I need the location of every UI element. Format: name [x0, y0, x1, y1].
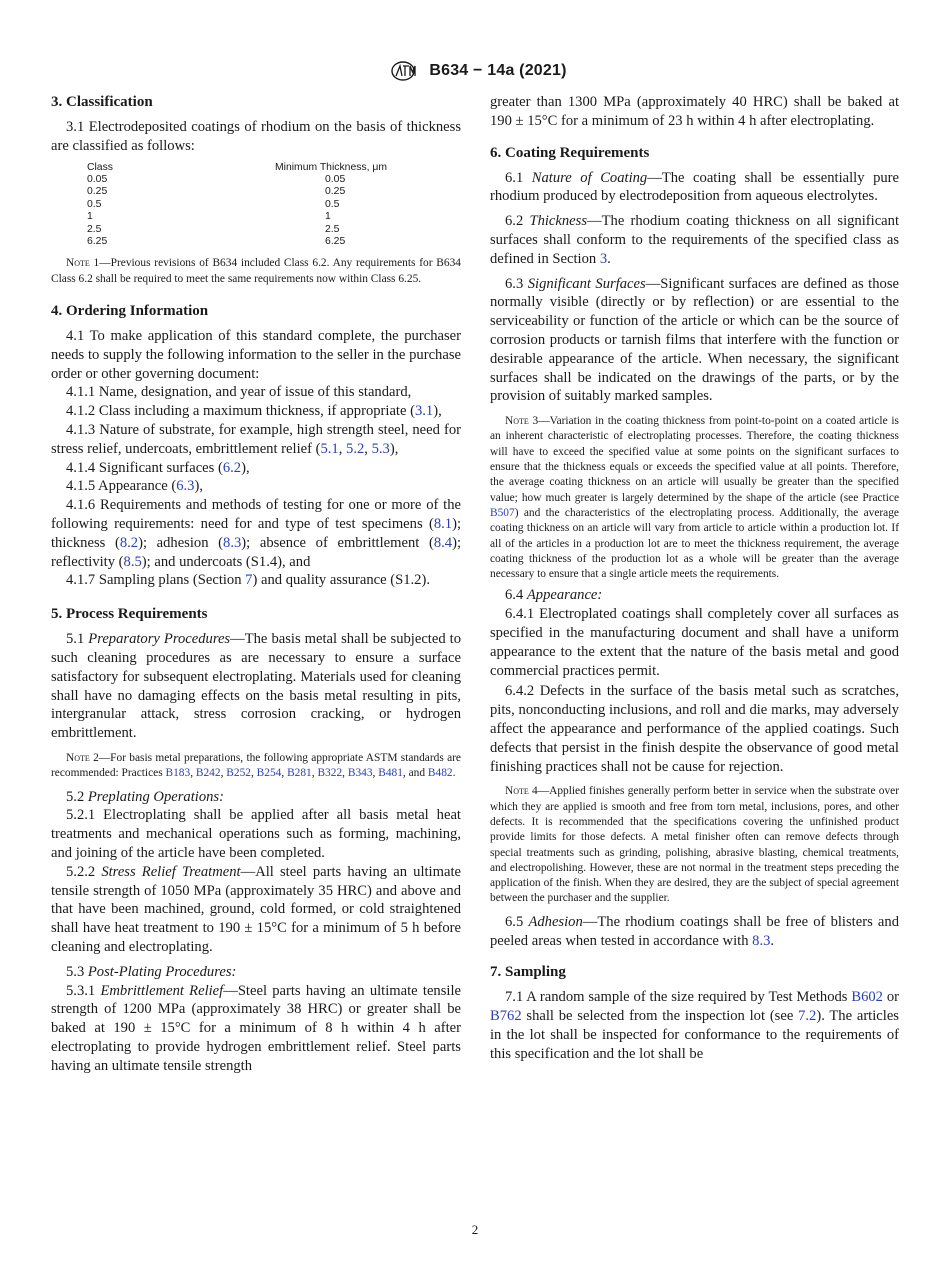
ref-link-section-7[interactable]: 7 — [245, 572, 253, 589]
subsection-title: Thickness — [529, 213, 588, 230]
text: . — [770, 932, 775, 949]
table-cell: 2.5 — [325, 223, 340, 235]
ref-link-5-1[interactable]: 5.1 — [320, 440, 339, 457]
text: ); adhesion ( — [138, 534, 224, 551]
subsection-title: Nature of Coating — [531, 169, 648, 186]
text: ). The articles in the lot shall be inspected for conformance to the requirements of this specification and the lot shall be — [490, 1008, 899, 1062]
para-6-2 — [490, 212, 899, 268]
subsection-title: Preplating Operations: — [87, 788, 224, 805]
text: 4.1.5 Appearance ( — [66, 478, 177, 495]
text: 4.1.2 Class including a maximum thickness, if appropriate ( — [66, 403, 415, 420]
subsection-title: Embrittlement Relief — [100, 982, 224, 999]
para-4-1-1: 4.1.1 Name, designation, and year of issue of this standard, — [66, 384, 412, 401]
text: 6.3 — [505, 275, 528, 292]
ref-link-b481[interactable]: B481 — [378, 767, 403, 780]
text: 6.1 — [505, 169, 532, 186]
table-header-row — [87, 162, 417, 174]
astm-logo-icon — [383, 61, 423, 81]
ref-link-6-2[interactable]: 6.2 — [222, 459, 242, 476]
table-cell: 0.25 — [325, 186, 346, 198]
ref-link-b322[interactable]: B322 — [317, 767, 343, 780]
ref-link-b254[interactable]: B254 — [256, 767, 282, 780]
text: . — [607, 250, 611, 267]
para-6-1 — [490, 169, 899, 207]
ref-link-6-3[interactable]: 6.3 — [176, 478, 195, 495]
ref-link-b507[interactable]: B507 — [490, 506, 515, 519]
ref-link-8-4[interactable]: 8.4 — [433, 534, 453, 551]
text: —For basis metal preparations, the following appropriate ASTM standards are recommended: Practices — [51, 751, 461, 780]
note-1 — [51, 256, 461, 287]
ref-link-b762[interactable]: B762 — [490, 1008, 522, 1025]
text: —The rhodium coating thickness on all significant surfaces shall conform to the requirements of the specified class as defined in Section — [490, 213, 900, 267]
para-5-2 — [51, 788, 461, 807]
table-cell: 0.25 — [87, 186, 108, 198]
note-4 — [490, 784, 899, 906]
note-2: Note 2—For basis metal preparations, the following appropriate ASTM standards are recommended: Practices B183, B242, B252, B254, B281, B322, B343, B481, and B482. — [51, 751, 461, 780]
table-cell: 6.25 — [87, 236, 108, 248]
text: 4.1.4 Significant surfaces ( — [66, 459, 223, 476]
para-4-1-6 — [51, 496, 461, 571]
classification-table — [87, 162, 417, 249]
table-cell: 1 — [87, 211, 93, 223]
text: and — [408, 767, 428, 780]
text: or — [882, 989, 900, 1006]
text: ), — [389, 440, 399, 457]
ref-link-b252[interactable]: B252 — [226, 767, 251, 780]
subsection-title: Preparatory Procedures — [88, 631, 231, 648]
table-header-min-thickness: Minimum Thickness, μm — [275, 161, 388, 173]
section-6-heading: 6. Coating Requirements — [490, 144, 650, 161]
ref-link-8-3[interactable]: 8.3 — [223, 534, 242, 551]
para-4-1: 4.1 To make application of this standard complete, the purchaser needs to supply the following information to the seller in the purchase order or other governing document: — [51, 328, 461, 382]
para-5-3-1-continued: greater than 1300 MPa (approximately 40 HRC) shall be baked at 190 ± 15°C for a minimum of 23 h within 4 h after electroplating. — [490, 94, 899, 129]
text: ) and quality assurance (S1.2). — [252, 572, 430, 589]
text: 5.3.1 — [66, 982, 101, 999]
note-1-label: Note 1 — [66, 257, 100, 270]
subsection-title: Stress Relief Treatment — [101, 863, 241, 880]
ref-link-8-3-b[interactable]: 8.3 — [752, 932, 771, 949]
para-4-1-7 — [51, 571, 461, 590]
ref-link-8-5[interactable]: 8.5 — [123, 553, 142, 570]
text: 5.3 — [66, 963, 88, 980]
subsection-title: Adhesion — [528, 913, 583, 930]
para-4-1-4 — [51, 459, 461, 478]
para-4-1-5 — [51, 477, 461, 496]
para-5-2-2 — [51, 863, 461, 957]
page-number: 2 — [471, 1222, 479, 1237]
section-4-heading: 4. Ordering Information — [51, 303, 209, 320]
text: —The basis metal shall be subjected to such cleaning procedures as are necessary to ensure a surface satisfactory for subsequent electroplating. Materials used for cleaning shall have no damaging effects on the basis metal resulting in pits, intergranular attack, stress corrosion cracking, or hydrogen embrittlement. — [51, 631, 462, 742]
text: 5.2.2 — [66, 863, 102, 880]
table-cell: 0.5 — [325, 198, 340, 210]
ref-link-8-1[interactable]: 8.1 — [433, 516, 453, 532]
ref-link-5-3[interactable]: 5.3 — [371, 440, 390, 457]
para-3-1: 3.1 Electrodeposited coatings of rhodium on the basis of thickness are classified as follows: — [51, 119, 461, 154]
section-5-heading: 5. Process Requirements — [51, 606, 208, 623]
text: ), — [194, 478, 203, 495]
text: —Steel parts having an ultimate tensile strength of 1200 MPa (approximately 38 HRC) or greater shall be baked at 190 ± 15°C for a minimum of 8 h within 4 h after electroplating to provide hydrogen embrittlement relief. Steel parts having an ultimate tensile strength — [51, 982, 461, 1074]
text: ); thickness ( — [51, 516, 461, 551]
standard-designation: B634 − 14a (2021) — [429, 62, 567, 79]
ref-link-b242[interactable]: B242 — [195, 767, 221, 780]
text: 4.1.7 Sampling plans (Section — [66, 572, 246, 589]
note-3 — [490, 414, 899, 582]
para-4-1-2 — [51, 402, 461, 421]
ref-link-5-2[interactable]: 5.2 — [346, 440, 365, 457]
section-7-heading: 7. Sampling — [490, 964, 566, 981]
text: ), — [433, 403, 442, 420]
text: —Variation in the coating thickness from point-to-point on a coated article is an inherent characteristic of electroplating processes. Therefore, the coating thickness will have to exceed the specified value at some points on the significant surfaces to ensure that the thickness equals or exceeds the specified value at all points. Therefore, the average coating thickness on an article will usually be greater than the specified value; how much greater is largely determined by the shape of the article (see Practice — [490, 415, 899, 504]
text: 6.2 — [505, 213, 530, 230]
text: 5.1 — [66, 631, 89, 648]
text: ); reflectivity ( — [51, 534, 462, 570]
para-6-4-2: 6.4.2 Defects in the surface of the basis metal such as scratches, pits, nonconducting inclusions, and roll and die marks, may adversely affect the appearance and performance of the applied coatings. Such defects that persist in the finish despite the observance of good metal finishing practices shall not be cause for rejection. — [490, 683, 899, 775]
table-cell: 2.5 — [87, 223, 102, 235]
text: —Applied finishes generally perform better in service when the substrate over which they are applied is smooth and free from torn metal, inclusions, pores, and other defects. It is recommended that the specifications covering the unfinished product provide limits for those defects. A metal finisher often can remove defects through special treatments such as grinding, polishing, abrasive blasting, chemical treatments, and electropolishing. However, these are not normal in the treatment steps preceding the application of the finish. When they are desired, they are the subject of special agreement between the purchaser and the supplier. — [490, 785, 900, 905]
table-row — [87, 186, 417, 198]
text: 4.1.6 Requirements and methods of testing for one or more of the following requirements: need for and type of test specimens ( — [51, 497, 461, 532]
ref-link-b281[interactable]: B281 — [287, 767, 312, 780]
text: ) and the characteristics of the electroplating process. Additionally, the average coating thickness on an article will vary from article to article within a production lot. If all of the articles in a production lot are to meet the thickness requirement, the average coating thickness of the production lot as a whole will be greater than the average necessary to ensure that a single article meets the requirements. — [490, 506, 899, 581]
note-1-text: —Previous revisions of B634 included Class 6.2. Any requirements for B634 Class 6.2 shall be required to meet the same requirements now within Class 6.25. — [51, 257, 461, 285]
subsection-title: Significant Surfaces — [527, 275, 646, 292]
text: 6.4 — [505, 587, 527, 604]
text: 5.2 — [66, 788, 88, 805]
table-row — [87, 174, 417, 186]
table-cell: 0.05 — [87, 174, 108, 185]
table-row — [87, 211, 417, 223]
page-header — [0, 60, 950, 82]
para-5-2-1: 5.2.1 Electroplating shall be applied after all basis metal heat treatments and mechanical operations such as forming, machining, and joining of the article have been completed. — [51, 807, 461, 861]
table-row — [87, 236, 417, 248]
para-7-1 — [490, 988, 899, 1063]
text: 4.1.3 Nature of substrate, for example, high strength steel, need for stress relief, undercoats, embrittlement relief ( — [51, 422, 461, 457]
text: shall be selected from the inspection lot (see — [521, 1008, 799, 1025]
para-5-1 — [51, 630, 461, 743]
subsection-title: Post-Plating Procedures: — [87, 963, 237, 980]
para-6-5 — [490, 913, 899, 951]
text: ); absence of embrittlement ( — [241, 534, 434, 551]
para-4-1-3: 4.1.3 Nature of substrate, for example, high strength steel, need for stress relief, undercoats, embrittlement relief (5.1, 5.2, 5.3), — [51, 422, 461, 457]
ref-link-b183[interactable]: B183 — [165, 767, 191, 780]
text: —The rhodium coatings shall be free of blisters and peeled areas when tested in accordance with — [490, 913, 899, 949]
section-3-heading: 3. Classification — [51, 94, 153, 110]
table-row — [87, 199, 417, 211]
text: —The coating shall be essentially pure rhodium produced by electrodeposition from aqueous electrolytes. — [490, 169, 899, 205]
text: ); and undercoats (S1.4), and — [141, 553, 311, 570]
para-6-3 — [490, 275, 899, 407]
note-3-label: Note 3 — [505, 415, 539, 428]
ref-link-3-1[interactable]: 3.1 — [414, 403, 434, 420]
note-2-label: Note 2 — [66, 751, 99, 764]
text: ), — [241, 459, 250, 476]
text: —All steel parts having an ultimate tensile strength of 1050 MPa (approximately 35 HRC) and above and that have been machined, ground, cold formed, or cold straightened shall have heat treatment to 190 ± 15°C for a minimum of 5 h before cleaning and electroplating. — [51, 863, 461, 955]
table-cell: 0.5 — [87, 198, 102, 210]
subsection-title: Appearance: — [526, 587, 603, 604]
right-column — [490, 93, 899, 1064]
para-6-4-1: 6.4.1 Electroplated coatings shall completely cover all surfaces as specified in the manufacturing document and shall have a uniform appearance to the extent that the nature of the basis metal and good commercial practices permit. — [490, 606, 899, 679]
text: 7.1 A random sample of the size required by Test Methods — [505, 989, 852, 1006]
ref-link-b602[interactable]: B602 — [851, 989, 883, 1006]
para-5-3 — [51, 963, 461, 982]
ref-link-b482[interactable]: B482 — [427, 767, 453, 780]
table-cell: 6.25 — [325, 236, 346, 248]
note-4-label: Note 4 — [505, 785, 538, 798]
ref-link-section-3[interactable]: 3 — [599, 250, 608, 267]
para-6-4 — [490, 586, 899, 605]
para-5-3-1 — [51, 982, 461, 1076]
table-cell: 0.05 — [325, 174, 346, 185]
text: 6.5 — [505, 913, 529, 930]
ref-link-8-2[interactable]: 8.2 — [119, 534, 139, 551]
text: —Significant surfaces are defined as those normally visible (directly or by reflection) or are essential to the serviceability or function of the article or which can be the source of corrosion products or tarnish films that interfere with the function or desirable appearance of the article. When necessary, the significant surfaces shall be indicated on the drawings of the parts, or by the provision of suitably marked samples. — [490, 275, 899, 405]
table-row — [87, 224, 417, 236]
table-header-class: Class — [87, 161, 113, 173]
left-column — [51, 92, 461, 1076]
ref-link-b343[interactable]: B343 — [347, 767, 373, 780]
table-cell: 1 — [325, 211, 331, 223]
ref-link-7-2[interactable]: 7.2 — [798, 1008, 817, 1025]
